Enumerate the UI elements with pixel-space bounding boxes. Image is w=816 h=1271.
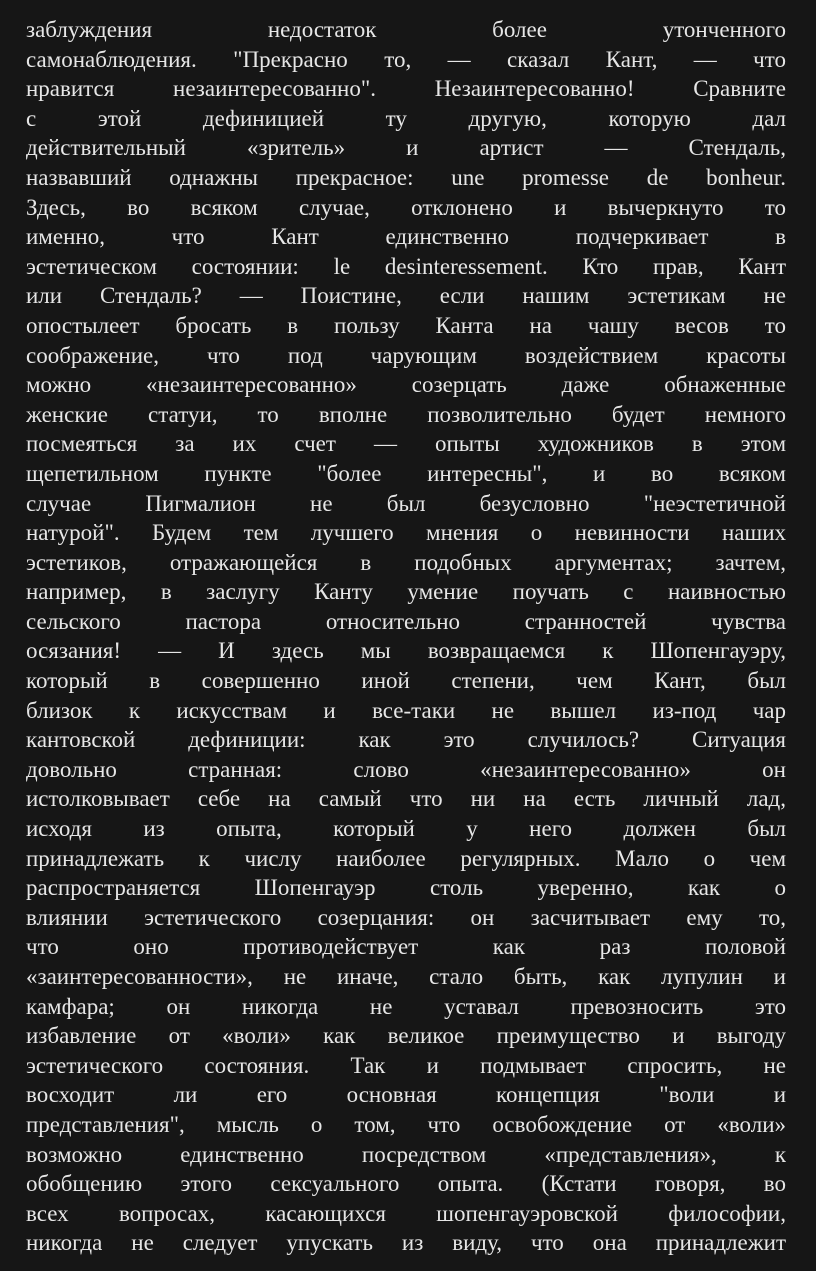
text-line: кантовской дефиниции: как это случилось? Ситуация xyxy=(26,727,786,753)
text-line: Здесь, во всяком случае, отклонено и вычеркнуто то xyxy=(26,194,786,220)
text-line: нравится незаинтересованно". Незаинтересованно! Сравните xyxy=(26,76,786,102)
text-line: посмеяться за их счет — опыты художников в этом xyxy=(26,431,786,457)
text-line: натурой". Будем тем лучшего мнения о невинности наших xyxy=(26,520,786,546)
text-line: заблуждения недостаток более утонченного xyxy=(26,17,786,42)
text-line: всех вопросах, касающихся шопенгауэровской философии, xyxy=(26,1200,786,1226)
text-line: возможно единственно посредством «представления», к xyxy=(26,1141,786,1167)
text-line: близок к искусствам и все-таки не вышел из-под чар xyxy=(26,697,786,723)
text-line: осязания! — И здесь мы возвращаемся к Шопенгауэру, xyxy=(26,638,786,664)
text-line: который в совершенно иной степени, чем Кант, был xyxy=(26,668,786,694)
text-line: истолковывает себе на самый что ни на есть личный лад, xyxy=(26,786,786,812)
text-line: распространяется Шопенгауэр столь уверенно, как о xyxy=(26,875,786,901)
text-line: восходит ли его основная концепция "воли и xyxy=(26,1082,786,1108)
text-line: обобщению этого сексуального опыта. (Кстати говоря, во xyxy=(26,1171,786,1197)
text-line: назвавший однажны прекрасное: une promesse de bonheur. xyxy=(26,164,786,190)
text-line: опостылеет бросать в пользу Канта на чашу весов то xyxy=(26,312,786,338)
text-line: именно, что Кант единственно подчеркивает в xyxy=(26,224,786,250)
text-line: эстетическом состоянии: le desinteressement. Кто прав, Кант xyxy=(26,253,786,279)
text-line: «заинтересованности», не иначе, стало быть, как лупулин и xyxy=(26,964,786,989)
text-line: представления", мысль о том, что освобождение от «воли» xyxy=(26,1111,786,1137)
text-line: эстетического состояния. Так и подмывает спросить, не xyxy=(26,1052,786,1078)
text-line: женские статуи, то вполне позволительно будет немного xyxy=(26,401,786,427)
text-line: можно «незаинтересованно» созерцать даже обнаженные xyxy=(26,372,786,398)
text-line: сельского пастора относительно странностей чувства xyxy=(26,608,786,634)
text-line: с этой дефиницией ту другую, которую дал xyxy=(26,105,786,131)
text-line: довольно странная: слово «незаинтересованно» он xyxy=(26,756,786,782)
text-line: избавление от «воли» как великое преимущество и выгоду xyxy=(26,1023,786,1049)
text-line: принадлежать к числу наиболее регулярных. Мало о чем xyxy=(26,845,786,871)
text-line: никогда не следует упускать из виду, что она принадлежит xyxy=(26,1230,786,1256)
text-line: случае Пигмалион не был безусловно "неэстетичной xyxy=(26,490,786,516)
text-line: исходя из опыта, который у него должен был xyxy=(26,816,786,842)
text-line: или Стендаль? — Поистине, если нашим эстетикам не xyxy=(26,283,786,309)
text-line: соображение, что под чарующим воздействием красоты xyxy=(26,342,786,368)
text-line: эстетиков, отражающейся в подобных аргументах; зачтем, xyxy=(26,549,786,575)
text-line: влиянии эстетического созерцания: он засчитывает ему то, xyxy=(26,904,786,930)
text-line: щепетильном пункте "более интересны", и во всяком xyxy=(26,460,786,486)
text-line: самонаблюдения. "Прекрасно то, — сказал Кант, — что xyxy=(26,46,786,72)
text-line: действительный «зритель» и артист — Стендаль, xyxy=(26,135,786,161)
text-line: что оно противодействует как раз половой xyxy=(26,934,786,960)
text-line: камфара; он никогда не уставал превозносить это xyxy=(26,993,786,1019)
document-page xyxy=(26,15,786,1258)
text-line: например, в заслугу Канту умение поучать с наивностью xyxy=(26,579,786,605)
